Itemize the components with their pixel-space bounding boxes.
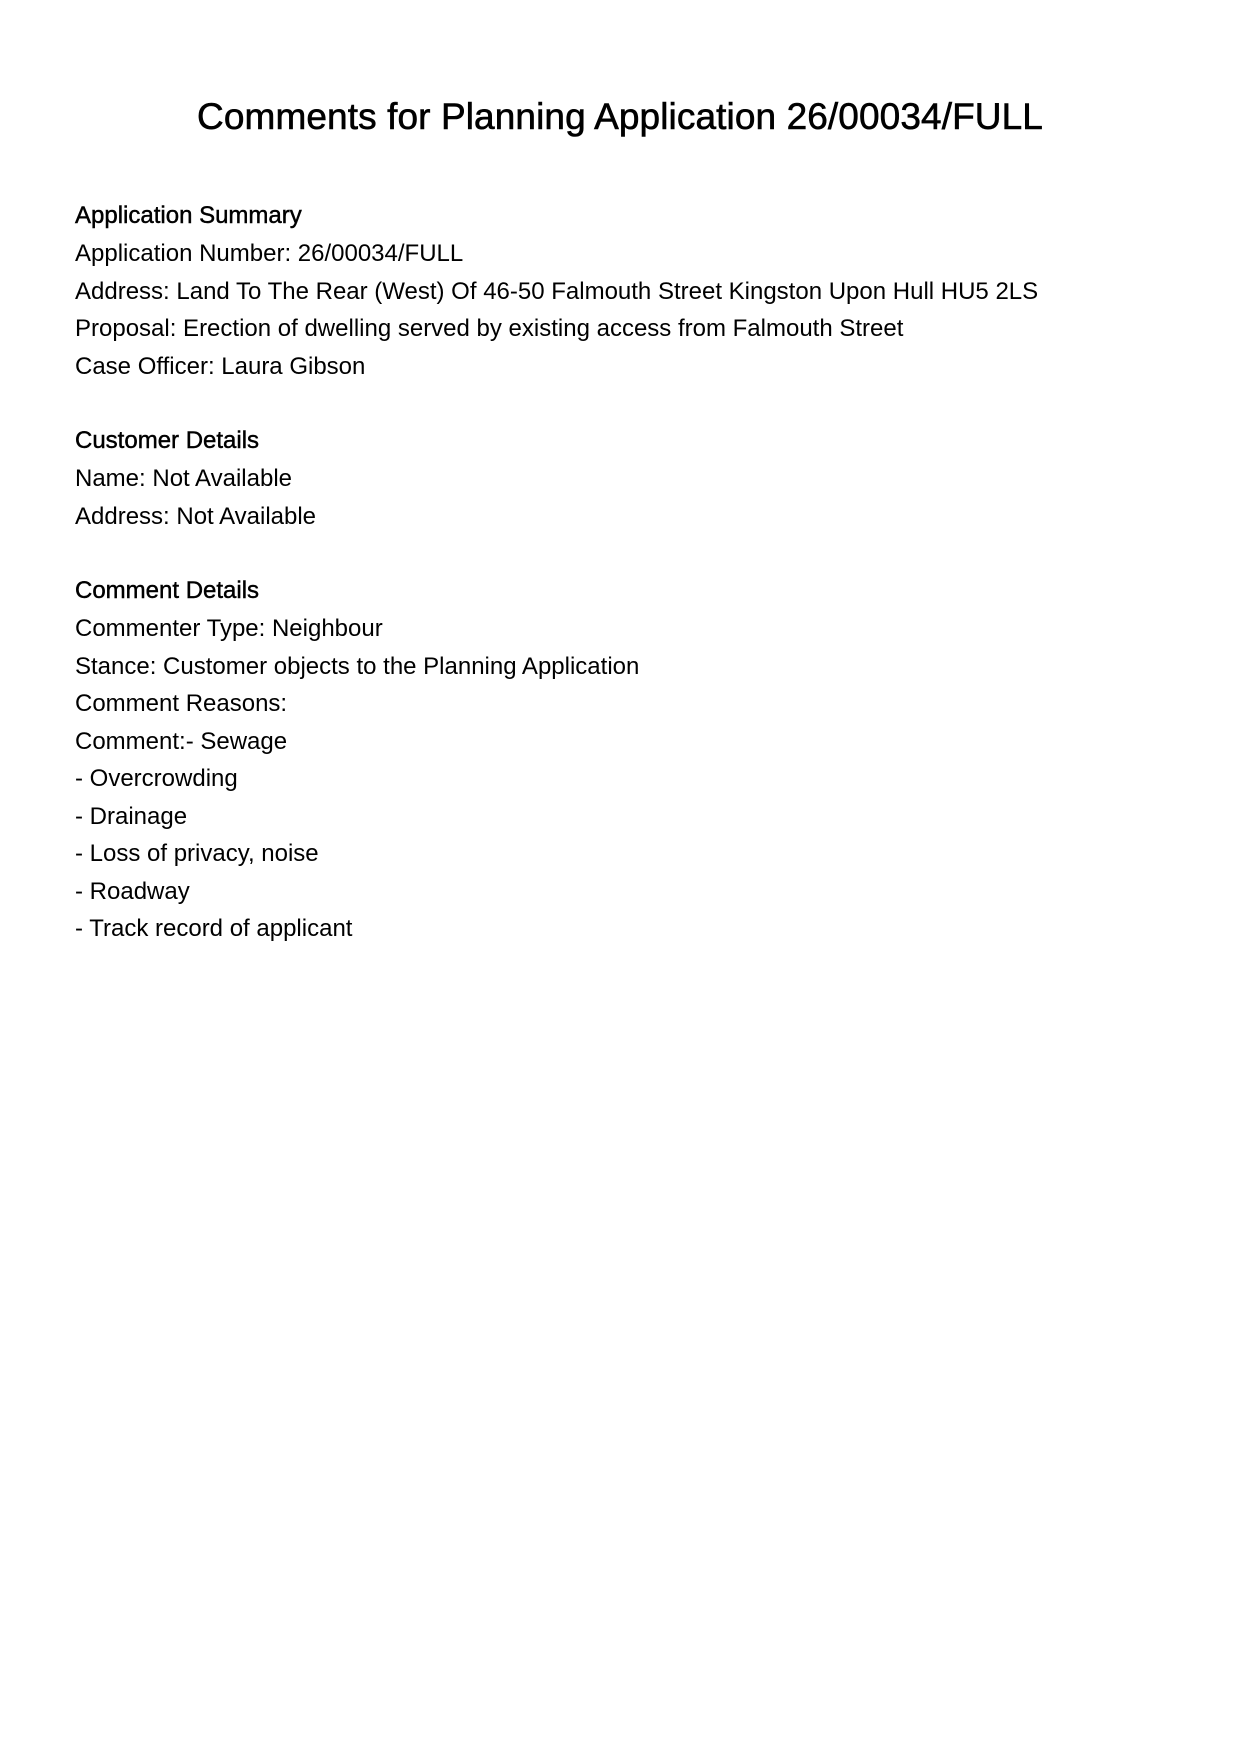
application-summary-heading: Application Summary [75, 202, 302, 229]
page-title: Comments for Planning Application 26/00034/FULL [197, 96, 1043, 137]
case-officer: Case Officer: Laura Gibson [75, 352, 366, 380]
comment-details-section [75, 572, 1195, 948]
document-body [75, 197, 1195, 985]
customer-name: Name: Not Available [75, 465, 293, 492]
comment-text-line: - Drainage [75, 802, 188, 830]
application-number: Application Number: 26/00034/FULL [75, 240, 464, 267]
application-address: Address: Land To The Rear (West) Of 46-50 Falmouth Street Kingston Upon Hull HU5 2LS [75, 277, 1039, 305]
customer-address: Address: Not Available [75, 502, 317, 530]
customer-details-heading: Customer Details [75, 427, 260, 454]
application-proposal: Proposal: Erection of dwelling served by existing access from Falmouth Street [75, 315, 904, 342]
comment-text-line: - Track record of applicant [75, 915, 353, 942]
comment-text-line: - Overcrowding [75, 765, 238, 792]
comment-reasons: Comment Reasons: [75, 690, 288, 717]
commenter-type: Commenter Type: Neighbour [75, 615, 383, 642]
application-summary-section [75, 197, 1195, 385]
comment-details-heading: Comment Details [75, 577, 260, 604]
comment-text-line: - Roadway [75, 877, 190, 905]
stance: Stance: Customer objects to the Planning Application [75, 652, 640, 680]
customer-details-section [75, 422, 1195, 535]
comment-text-line: Comment:- Sewage [75, 727, 288, 755]
comment-text-line: - Loss of privacy, noise [75, 840, 319, 867]
